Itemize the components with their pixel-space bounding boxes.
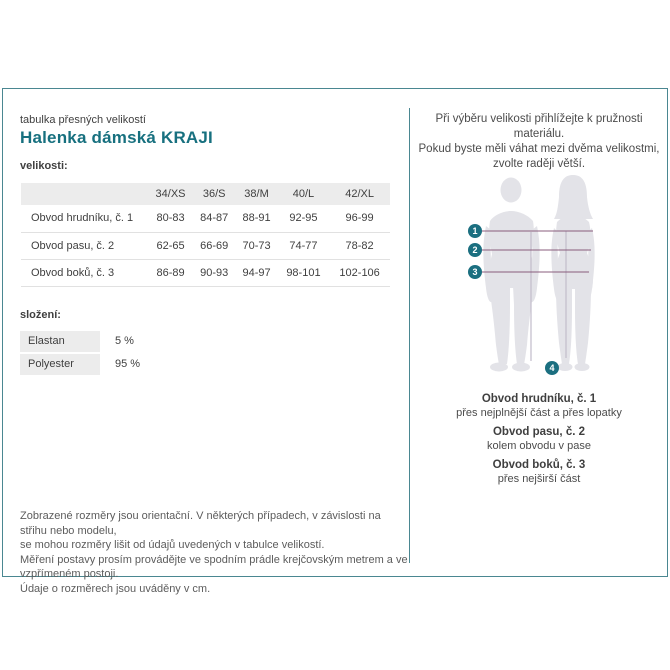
size-column-header: 34/XS — [148, 183, 193, 205]
size-value-cell: 88-91 — [235, 205, 277, 232]
marker-3-badge: 3 — [468, 265, 482, 279]
marker-1-badge: 1 — [468, 224, 482, 238]
vertical-divider — [409, 108, 410, 563]
material-percent: 5 % — [115, 335, 134, 347]
size-value-cell: 62-65 — [148, 232, 193, 259]
legend-title: Obvod pasu, č. 2 — [492, 426, 586, 438]
table-subtitle: tabulka přesných velikostí — [20, 114, 146, 126]
size-value-cell: 80-83 — [148, 205, 193, 232]
size-value-cell: 90-93 — [193, 259, 235, 286]
disclaimer-line: Zobrazené rozměry jsou orientační. V některých případech, v závislosti na střihu nebo modelu, — [20, 510, 381, 537]
size-value-cell: 86-89 — [148, 259, 193, 286]
legend-item — [410, 459, 668, 485]
marker-4-badge: 4 — [545, 361, 559, 375]
size-column-header: 38/M — [235, 183, 277, 205]
material-name: Polyester — [20, 354, 100, 375]
disclaimer-line: Údaje o rozměrech jsou uváděny v cm. — [20, 582, 211, 595]
measurement-row-label: Obvod pasu, č. 2 — [21, 232, 148, 259]
legend-title: Obvod boků, č. 3 — [492, 459, 586, 471]
disclaimer-line: se mohou rozměry lišit od údajů uvedených v tabulce velikostí. — [20, 539, 325, 551]
composition-row — [20, 354, 390, 375]
advice-line: Při výběru velikosti přihlížejte k pružnosti materiálu. — [435, 113, 643, 140]
legend-description: kolem obvodu v pase — [487, 440, 591, 452]
composition-section-label: složení: — [20, 309, 61, 321]
legend-title: Obvod hrudníku, č. 1 — [481, 393, 597, 405]
legend-item — [410, 426, 668, 452]
size-table-header-row — [21, 183, 390, 205]
size-value-cell: 102-106 — [329, 259, 390, 286]
size-value-cell: 74-77 — [278, 232, 330, 259]
size-value-cell: 70-73 — [235, 232, 277, 259]
disclaimer-line: Měření postavy prosím provádějte ve spodním prádle krejčovským metrem a ve vzpřímeném postoji. — [20, 553, 408, 580]
product-title: Halenka dámská KRAJI — [20, 128, 213, 147]
size-value-cell: 92-95 — [278, 205, 330, 232]
size-value-cell: 94-97 — [235, 259, 277, 286]
material-name: Elastan — [20, 331, 100, 352]
size-column-header: 42/XL — [329, 183, 390, 205]
size-table — [21, 183, 390, 287]
table-row — [21, 232, 390, 259]
size-value-cell: 78-82 — [329, 232, 390, 259]
content-frame — [2, 88, 668, 595]
disclaimer-text — [20, 509, 410, 596]
empty-header-cell — [21, 183, 148, 205]
female-silhouette — [551, 175, 594, 371]
size-value-cell: 66-69 — [193, 232, 235, 259]
sizes-section-label: velikosti: — [20, 160, 68, 172]
legend-description: přes nejplnější část a přes lopatky — [456, 407, 622, 419]
measurement-row-label: Obvod hrudníku, č. 1 — [21, 205, 148, 232]
size-value-cell: 84-87 — [193, 205, 235, 232]
size-advice-text — [410, 112, 668, 172]
table-row — [21, 259, 390, 286]
legend-item — [410, 393, 668, 419]
table-row — [21, 205, 390, 232]
size-column-header: 36/S — [193, 183, 235, 205]
size-value-cell: 96-99 — [329, 205, 390, 232]
marker-2-badge: 2 — [468, 243, 482, 257]
size-value-cell: 98-101 — [278, 259, 330, 286]
measurement-row-label: Obvod boků, č. 3 — [21, 259, 148, 286]
measurement-legend — [410, 393, 668, 492]
material-percent: 95 % — [115, 358, 141, 370]
advice-line: Pokud byste měli váhat mezi dvěma velikostmi, — [418, 143, 660, 155]
composition-row — [20, 331, 390, 352]
advice-line: zvolte raději větší. — [492, 158, 586, 170]
legend-description: přes nejširší část — [497, 473, 581, 485]
size-column-header: 40/L — [278, 183, 330, 205]
